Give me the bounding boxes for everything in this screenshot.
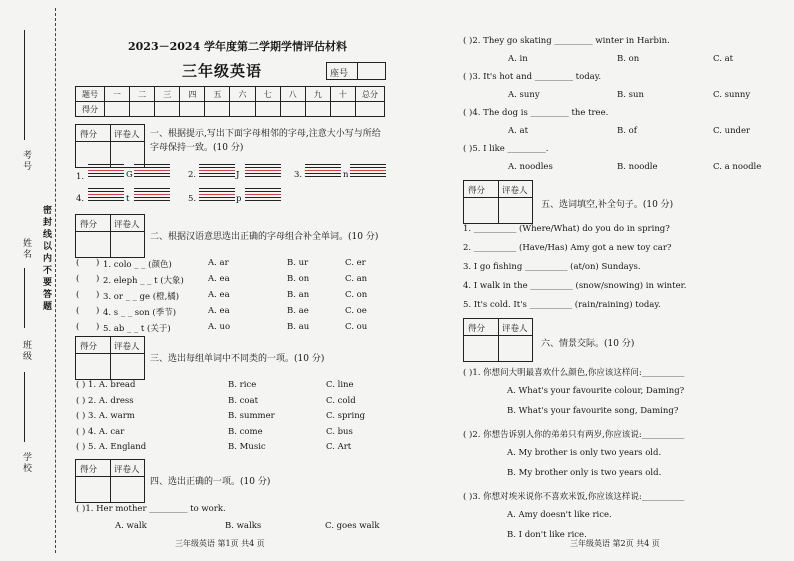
answer-paren-close[interactable]: ) bbox=[96, 306, 100, 316]
answer-paren-open[interactable]: ( bbox=[76, 258, 80, 268]
s4-option-b: B. sun bbox=[617, 90, 644, 100]
s3-option-b: B. come bbox=[228, 426, 263, 437]
s6-option-a: A. What's your favourite colour, Daming? bbox=[507, 386, 685, 396]
s4-question[interactable]: ( )4. The dog is _________ the tree. bbox=[463, 108, 609, 118]
s5-fill-blank[interactable]: 2. __________ (Have/Has) Amy got a new toy car? bbox=[463, 243, 672, 253]
seat-number-box[interactable] bbox=[326, 62, 386, 80]
score-cell[interactable] bbox=[330, 102, 355, 117]
seat-number-label: 座号 bbox=[330, 69, 349, 79]
answer-paren-close[interactable]: ) bbox=[96, 274, 100, 284]
score-cell[interactable] bbox=[130, 102, 155, 117]
s6-option-a: A. My brother is only two years old. bbox=[507, 448, 662, 458]
s4-question[interactable]: ( )3. It's hot and _________ today. bbox=[463, 72, 602, 82]
s4-q1-option-a: A. walk bbox=[115, 521, 147, 531]
s4-option-c: C. under bbox=[713, 126, 751, 136]
score-header: 七 bbox=[255, 87, 280, 102]
s4-option-b: B. noodle bbox=[617, 162, 658, 172]
s4-option-a: A. noodles bbox=[508, 162, 553, 172]
grader-box bbox=[75, 459, 145, 503]
score-header: 题号 bbox=[76, 87, 105, 102]
s3-question[interactable]: ( ) 3. A. warm bbox=[76, 411, 135, 421]
s3-option-b: B. coat bbox=[228, 395, 259, 406]
s4-option-b: B. of bbox=[617, 126, 637, 136]
grader-reviewer-label: 评卷人 bbox=[114, 465, 140, 475]
s6-question[interactable]: ( )1. 你想问大明最喜欢什么颜色,你应该这样问:__________ bbox=[463, 368, 685, 378]
s2-option-a: A. ea bbox=[208, 274, 230, 284]
seal-dashed-line bbox=[55, 8, 56, 553]
exam-number-label: 考号 bbox=[21, 150, 31, 172]
exam-number-line bbox=[24, 30, 25, 140]
answer-paren-close[interactable]: ) bbox=[96, 322, 100, 332]
footer-left: 三年级英语 第1页 共4 页 bbox=[175, 539, 265, 548]
section2-title: 二、根据汉语意思选出正确的字母组合补全单词。(10 分) bbox=[150, 232, 379, 242]
s5-fill-blank[interactable]: 3. I go fishing __________ (at/on) Sundays. bbox=[463, 262, 641, 272]
s4-option-a: A. suny bbox=[508, 90, 540, 100]
item-number: 5. bbox=[188, 194, 197, 204]
grader-reviewer-label: 评卷人 bbox=[114, 342, 140, 352]
s2-option-b: B. au bbox=[287, 322, 310, 332]
grader-score-label: 得分 bbox=[80, 465, 98, 475]
score-header: 八 bbox=[280, 87, 305, 102]
s2-option-a: A. ar bbox=[208, 258, 229, 268]
s5-fill-blank[interactable]: 5. It's cold. It's __________ (rain/raining) today. bbox=[463, 300, 661, 310]
s6-option-b: B. I don't like rice. bbox=[507, 530, 587, 540]
grader-score-label: 得分 bbox=[80, 342, 98, 352]
given-letter: J bbox=[236, 170, 240, 180]
s2-question: 5. ab _ _ t (关于) bbox=[103, 324, 171, 334]
score-header: 九 bbox=[305, 87, 330, 102]
s6-option-b: B. My brother only is two years old. bbox=[507, 468, 662, 478]
s2-option-c: C. an bbox=[345, 274, 368, 284]
section3-title: 三、选出每组单词中不同类的一项。(10 分) bbox=[150, 354, 325, 364]
s3-option-b: B. summer bbox=[228, 411, 275, 421]
given-letter: t bbox=[126, 194, 130, 204]
score-header: 十 bbox=[330, 87, 355, 102]
score-cell[interactable] bbox=[205, 102, 230, 117]
four-line-grid[interactable] bbox=[134, 164, 170, 186]
score-cell[interactable] bbox=[356, 102, 385, 117]
score-cell[interactable] bbox=[230, 102, 255, 117]
s5-fill-blank[interactable]: 4. I walk in the __________ (snow/snowing) in winter. bbox=[463, 281, 687, 291]
score-header: 总分 bbox=[356, 87, 385, 102]
grader-score-label: 得分 bbox=[80, 220, 98, 230]
grader-box bbox=[75, 214, 145, 258]
s3-option-b: B. Music bbox=[228, 442, 266, 452]
school-label: 学校 bbox=[21, 452, 31, 474]
s4-option-c: C. at bbox=[713, 54, 734, 64]
s4-question[interactable]: ( )2. They go skating _________ winter in Harbin. bbox=[463, 36, 670, 46]
score-cell[interactable] bbox=[255, 102, 280, 117]
name-label: 姓名 bbox=[21, 238, 31, 260]
grader-reviewer-label: 评卷人 bbox=[502, 324, 528, 334]
s2-option-b: B. ur bbox=[287, 258, 309, 268]
grader-score-label: 得分 bbox=[468, 324, 486, 334]
s6-option-a: A. Amy doesn't like rice. bbox=[507, 510, 612, 520]
s4-question-1[interactable]: ( )1. Her mother _________ to work. bbox=[76, 504, 226, 514]
score-table bbox=[75, 86, 385, 117]
s2-question: 2. eleph _ _ t (大象) bbox=[103, 276, 184, 286]
s3-question[interactable]: ( ) 1. A. bread bbox=[76, 380, 136, 390]
s2-question: 3. or _ _ ge (橙,橘) bbox=[103, 292, 180, 302]
four-line-grid[interactable] bbox=[199, 164, 235, 186]
score-cell[interactable] bbox=[105, 102, 130, 117]
given-letter: G bbox=[126, 170, 133, 180]
section6-title: 六、情景交际。(10 分) bbox=[541, 339, 635, 349]
answer-paren-open[interactable]: ( bbox=[76, 274, 80, 284]
answer-paren-open[interactable]: ( bbox=[76, 290, 80, 300]
s3-option-b: B. rice bbox=[228, 380, 257, 390]
s3-question[interactable]: ( ) 4. A. car bbox=[76, 426, 125, 437]
four-line-grid[interactable] bbox=[305, 164, 341, 186]
score-header: 六 bbox=[230, 87, 255, 102]
answer-paren-close[interactable]: ) bbox=[96, 290, 100, 300]
score-row-label: 得分 bbox=[76, 102, 105, 117]
s2-question: 1. colo _ _ (颜色) bbox=[103, 260, 172, 270]
letter-item-1 bbox=[76, 172, 84, 182]
s4-q1-option-c: C. goes walk bbox=[325, 521, 380, 531]
footer-right: 三年级英语 第2页 共4 页 bbox=[570, 539, 660, 548]
grader-reviewer-label: 评卷人 bbox=[502, 186, 528, 196]
exam-title: 2023－2024 学年度第二学期学情评估材料 bbox=[128, 40, 348, 53]
s4-option-c: C. sunny bbox=[713, 90, 751, 100]
s2-option-c: C. oe bbox=[345, 306, 367, 316]
score-header: 五 bbox=[205, 87, 230, 102]
s6-question[interactable]: ( )3. 你想对埃米说你不喜欢米饭,你应该这样说:__________ bbox=[463, 492, 685, 502]
seal-warning: 密封线以内不要答题 bbox=[41, 205, 51, 313]
grader-score-label: 得分 bbox=[468, 186, 486, 196]
name-line bbox=[24, 268, 25, 328]
s5-fill-blank[interactable]: 1. __________ (Where/What) do you do in spring? bbox=[463, 224, 670, 234]
four-line-grid[interactable] bbox=[350, 164, 386, 186]
four-line-grid[interactable] bbox=[245, 188, 281, 210]
score-header: 四 bbox=[180, 87, 205, 102]
given-letter: n bbox=[343, 170, 349, 180]
score-cell[interactable] bbox=[180, 102, 205, 117]
grader-box bbox=[75, 124, 145, 168]
grader-box bbox=[463, 318, 533, 362]
s2-option-a: A. ea bbox=[208, 306, 230, 316]
four-line-grid[interactable] bbox=[88, 188, 124, 210]
s4-option-c: C. a noodle bbox=[713, 162, 762, 172]
four-line-grid[interactable] bbox=[245, 164, 281, 186]
s2-option-b: B. an bbox=[287, 290, 310, 300]
item-number: 3. bbox=[294, 170, 303, 180]
score-header: 一 bbox=[105, 87, 130, 102]
s3-option-c: C. cold bbox=[326, 395, 356, 406]
answer-paren-open[interactable]: ( bbox=[76, 306, 80, 316]
class-label: 班级 bbox=[21, 340, 31, 362]
score-header: 二 bbox=[130, 87, 155, 102]
grader-score-label: 得分 bbox=[80, 130, 98, 140]
s3-question[interactable]: ( ) 2. A. dress bbox=[76, 395, 134, 406]
s3-option-c: C. line bbox=[326, 380, 354, 390]
grader-box bbox=[463, 180, 533, 224]
item-number: 1. bbox=[76, 172, 85, 182]
section4-title: 四、选出正确的一项。(10 分) bbox=[150, 477, 271, 487]
s3-option-c: C. spring bbox=[326, 411, 366, 421]
class-line bbox=[24, 372, 25, 442]
s3-option-c: C. Art bbox=[326, 442, 352, 452]
s4-option-b: B. on bbox=[617, 54, 640, 64]
answer-paren-open[interactable]: ( bbox=[76, 322, 80, 332]
s4-option-a: A. at bbox=[508, 126, 529, 136]
s6-option-b: B. What's your favourite song, Daming? bbox=[507, 406, 679, 416]
score-cell[interactable] bbox=[280, 102, 305, 117]
s4-question[interactable]: ( )5. I like _________. bbox=[463, 144, 549, 154]
s3-option-c: C. bus bbox=[326, 426, 353, 437]
s4-option-a: A. in bbox=[508, 54, 528, 64]
section5-title: 五、选词填空,补全句子。(10 分) bbox=[541, 200, 674, 210]
four-line-grid[interactable] bbox=[88, 164, 124, 186]
grader-reviewer-label: 评卷人 bbox=[114, 130, 140, 140]
exam-subtitle: 三年级英语 bbox=[182, 62, 263, 80]
score-header: 三 bbox=[155, 87, 180, 102]
s2-option-a: A. ea bbox=[208, 290, 230, 300]
score-cell[interactable] bbox=[155, 102, 180, 117]
item-number: 4. bbox=[76, 194, 85, 204]
s2-option-c: C. er bbox=[345, 258, 366, 268]
four-line-grid[interactable] bbox=[134, 188, 170, 210]
s3-question[interactable]: ( ) 5. A. England bbox=[76, 442, 147, 452]
s2-option-a: A. uo bbox=[208, 322, 231, 332]
s2-option-b: B. on bbox=[287, 274, 310, 284]
grader-box bbox=[75, 336, 145, 380]
s2-option-c: C. ou bbox=[345, 322, 368, 332]
score-cell[interactable] bbox=[305, 102, 330, 117]
answer-paren-close[interactable]: ) bbox=[96, 258, 100, 268]
section1-title: 一、根据提示,写出下面字母相邻的字母,注意大小写与所给 bbox=[150, 129, 381, 139]
section1-title-line2: 字母保持一致。(10 分) bbox=[150, 143, 244, 153]
s2-option-b: B. ae bbox=[287, 306, 309, 316]
given-letter: p bbox=[236, 194, 242, 204]
four-line-grid[interactable] bbox=[199, 188, 235, 210]
grader-reviewer-label: 评卷人 bbox=[114, 220, 140, 230]
item-number: 2. bbox=[188, 170, 197, 180]
s4-q1-option-b: B. walks bbox=[225, 521, 262, 531]
s6-question[interactable]: ( )2. 你想告诉别人你的弟弟只有两岁,你应该说:__________ bbox=[463, 430, 685, 440]
s2-question: 4. s _ _ son (季节) bbox=[103, 308, 177, 318]
s2-option-c: C. on bbox=[345, 290, 368, 300]
